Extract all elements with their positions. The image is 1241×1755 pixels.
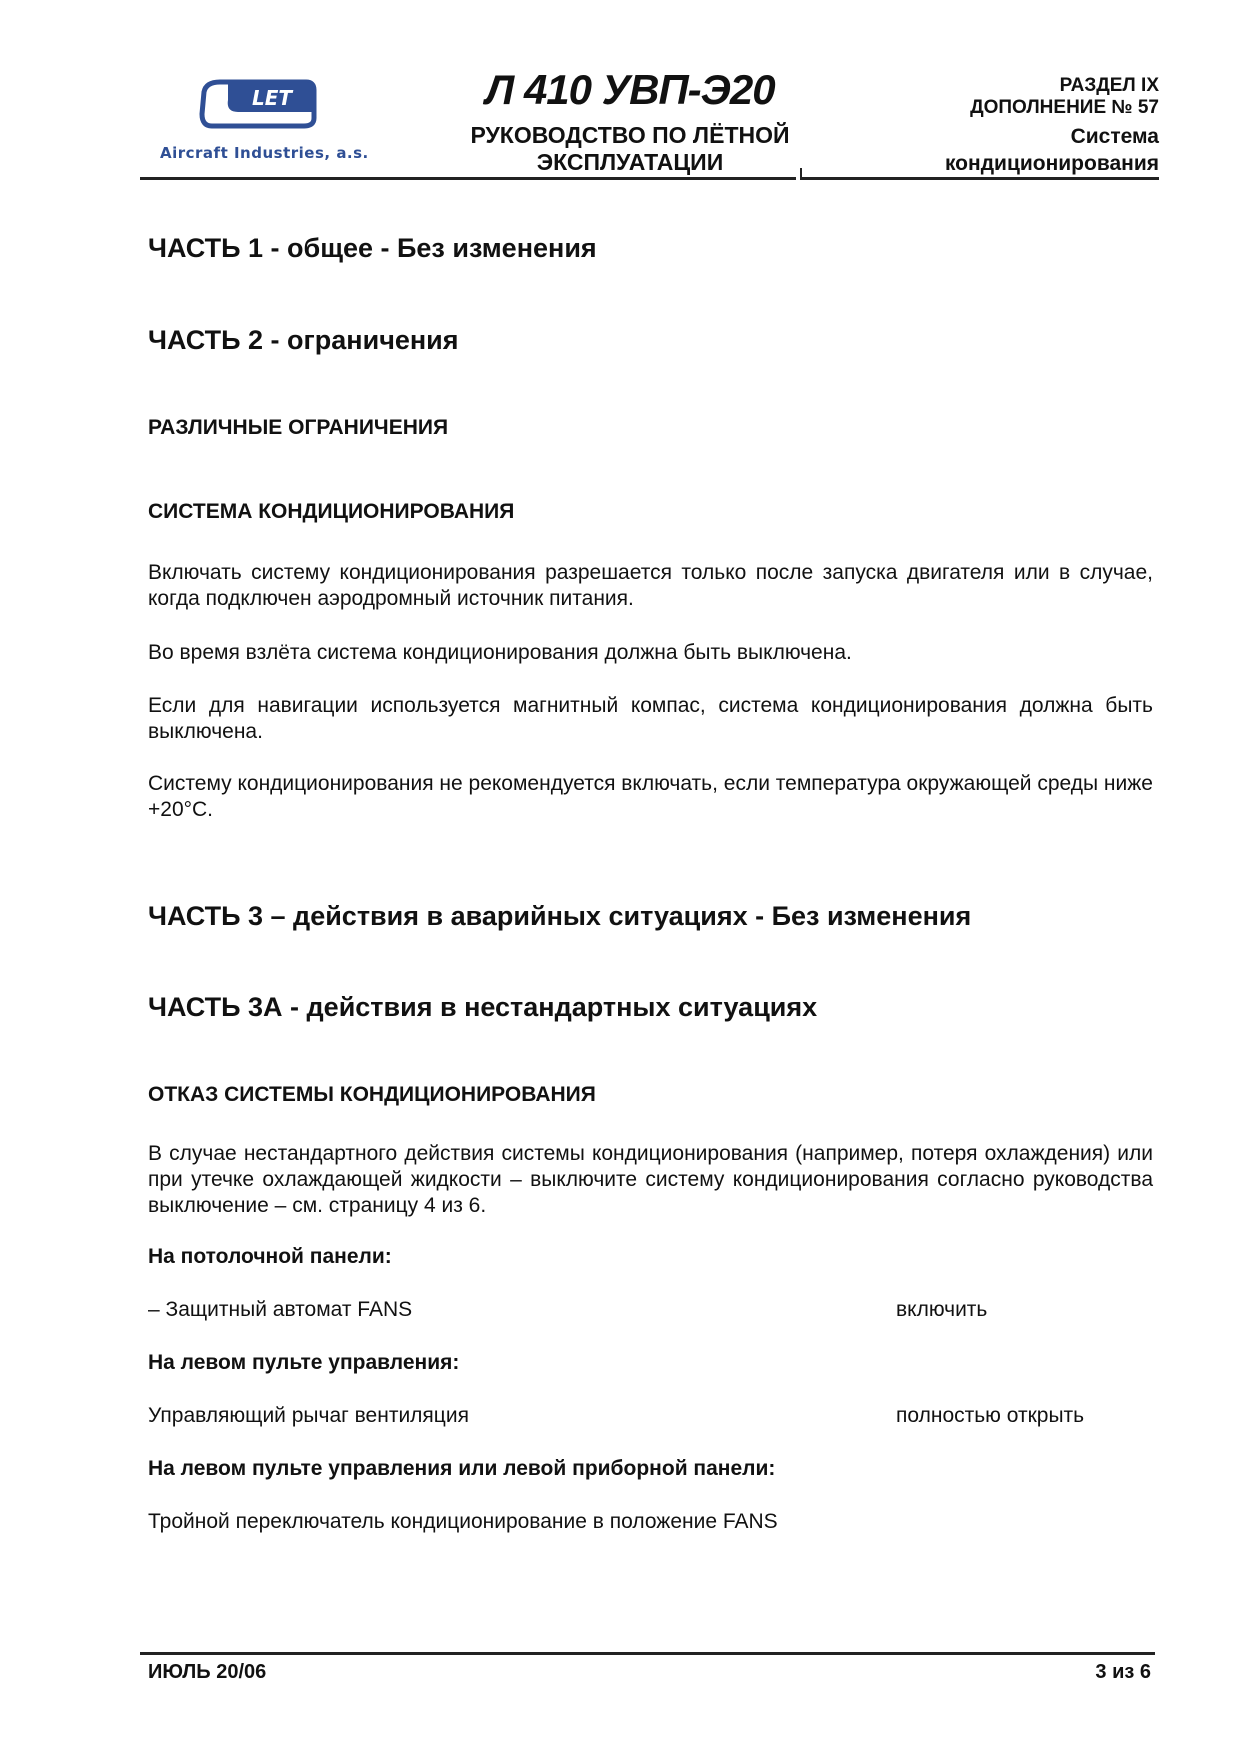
paragraph-takeoff: Во время взлёта система кондиционирования должна быть выключена. — [148, 641, 852, 664]
procedure-step-2 — [148, 1404, 1153, 1430]
heading-part-3a: ЧАСТЬ 3А - действия в нестандартных ситуациях — [148, 992, 818, 1022]
paragraph-temperature: Систему кондиционирования не рекомендуется включать, если температура окружающей среды ниже +20°С. — [148, 772, 1153, 821]
system-name — [945, 123, 1159, 177]
system-name-line-1: Система — [1070, 125, 1159, 148]
supplement-number: ДОПОЛНЕНИЕ № 57 — [970, 97, 1159, 118]
logo-caption: Aircraft Industries, a.s. — [160, 144, 369, 162]
header-section-info — [945, 75, 1159, 177]
step-1-item: – Защитный автомат FANS — [148, 1298, 413, 1321]
label-console-or-panel: На левом пульте управления или левой приборной панели: — [148, 1457, 776, 1480]
company-logo — [158, 78, 398, 168]
footer-rule — [140, 1652, 1155, 1655]
subtitle-line-1: РУКОВОДСТВО ПО ЛЁТНОЙ — [470, 122, 790, 148]
document-subtitle — [455, 122, 805, 176]
paragraph-start-condition: Включать систему кондиционирования разрешается только после запуска двигателя или в случае, когда подключен аэродромный источник питания. — [148, 561, 1153, 610]
system-name-line-2: кондиционирования — [944, 152, 1159, 175]
footer-date: ИЮЛЬ 20/06 — [148, 1661, 267, 1683]
heading-part-1: ЧАСТЬ 1 - общее - Без изменения — [148, 233, 597, 263]
procedure-step-3 — [148, 1510, 1153, 1536]
header-rule-left — [140, 177, 796, 180]
label-overhead-panel: На потолочной панели: — [148, 1245, 392, 1268]
step-2-action: полностью открыть — [896, 1404, 1085, 1427]
step-2-item: Управляющий рычаг вентиляция — [148, 1404, 469, 1427]
paragraph-compass: Если для навигации используется магнитный компас, система кондиционирования должна быть выключена. — [148, 694, 1153, 743]
step-1-action: включить — [896, 1298, 988, 1321]
paragraph-failure-action: В случае нестандартного действия системы кондиционирования (например, потеря охлаждения) или при утечке охлаждающей жидкости – выключите систему кондиционирования согласно руководства выключение – см. страницу 4 из 6. — [148, 1142, 1153, 1217]
heading-part-2: ЧАСТЬ 2 - ограничения — [148, 325, 459, 355]
footer-page-number: 3 из 6 — [1095, 1661, 1151, 1683]
step-3-item: Тройной переключатель кондиционирование в положение FANS — [148, 1510, 778, 1533]
label-left-console: На левом пульте управления: — [148, 1351, 460, 1374]
document-title: Л 410 УВП-Э20 — [485, 66, 775, 113]
heading-misc-limits: РАЗЛИЧНЫЕ ОГРАНИЧЕНИЯ — [148, 416, 449, 439]
logo-text: LET — [252, 86, 293, 110]
procedure-step-1 — [148, 1298, 1153, 1324]
let-logo-icon — [198, 78, 318, 136]
subtitle-line-2: ЭКСПЛУАТАЦИИ — [536, 149, 724, 175]
heading-ac-failure: ОТКАЗ СИСТЕМЫ КОНДИЦИОНИРОВАНИЯ — [148, 1083, 596, 1106]
heading-ac-system: СИСТЕМА КОНДИЦИОНИРОВАНИЯ — [148, 500, 515, 523]
heading-part-3: ЧАСТЬ 3 – действия в аварийных ситуациях - Без изменения — [148, 901, 972, 931]
header-rule-right — [800, 177, 1159, 180]
section-number: РАЗДЕЛ IX — [1059, 75, 1159, 96]
